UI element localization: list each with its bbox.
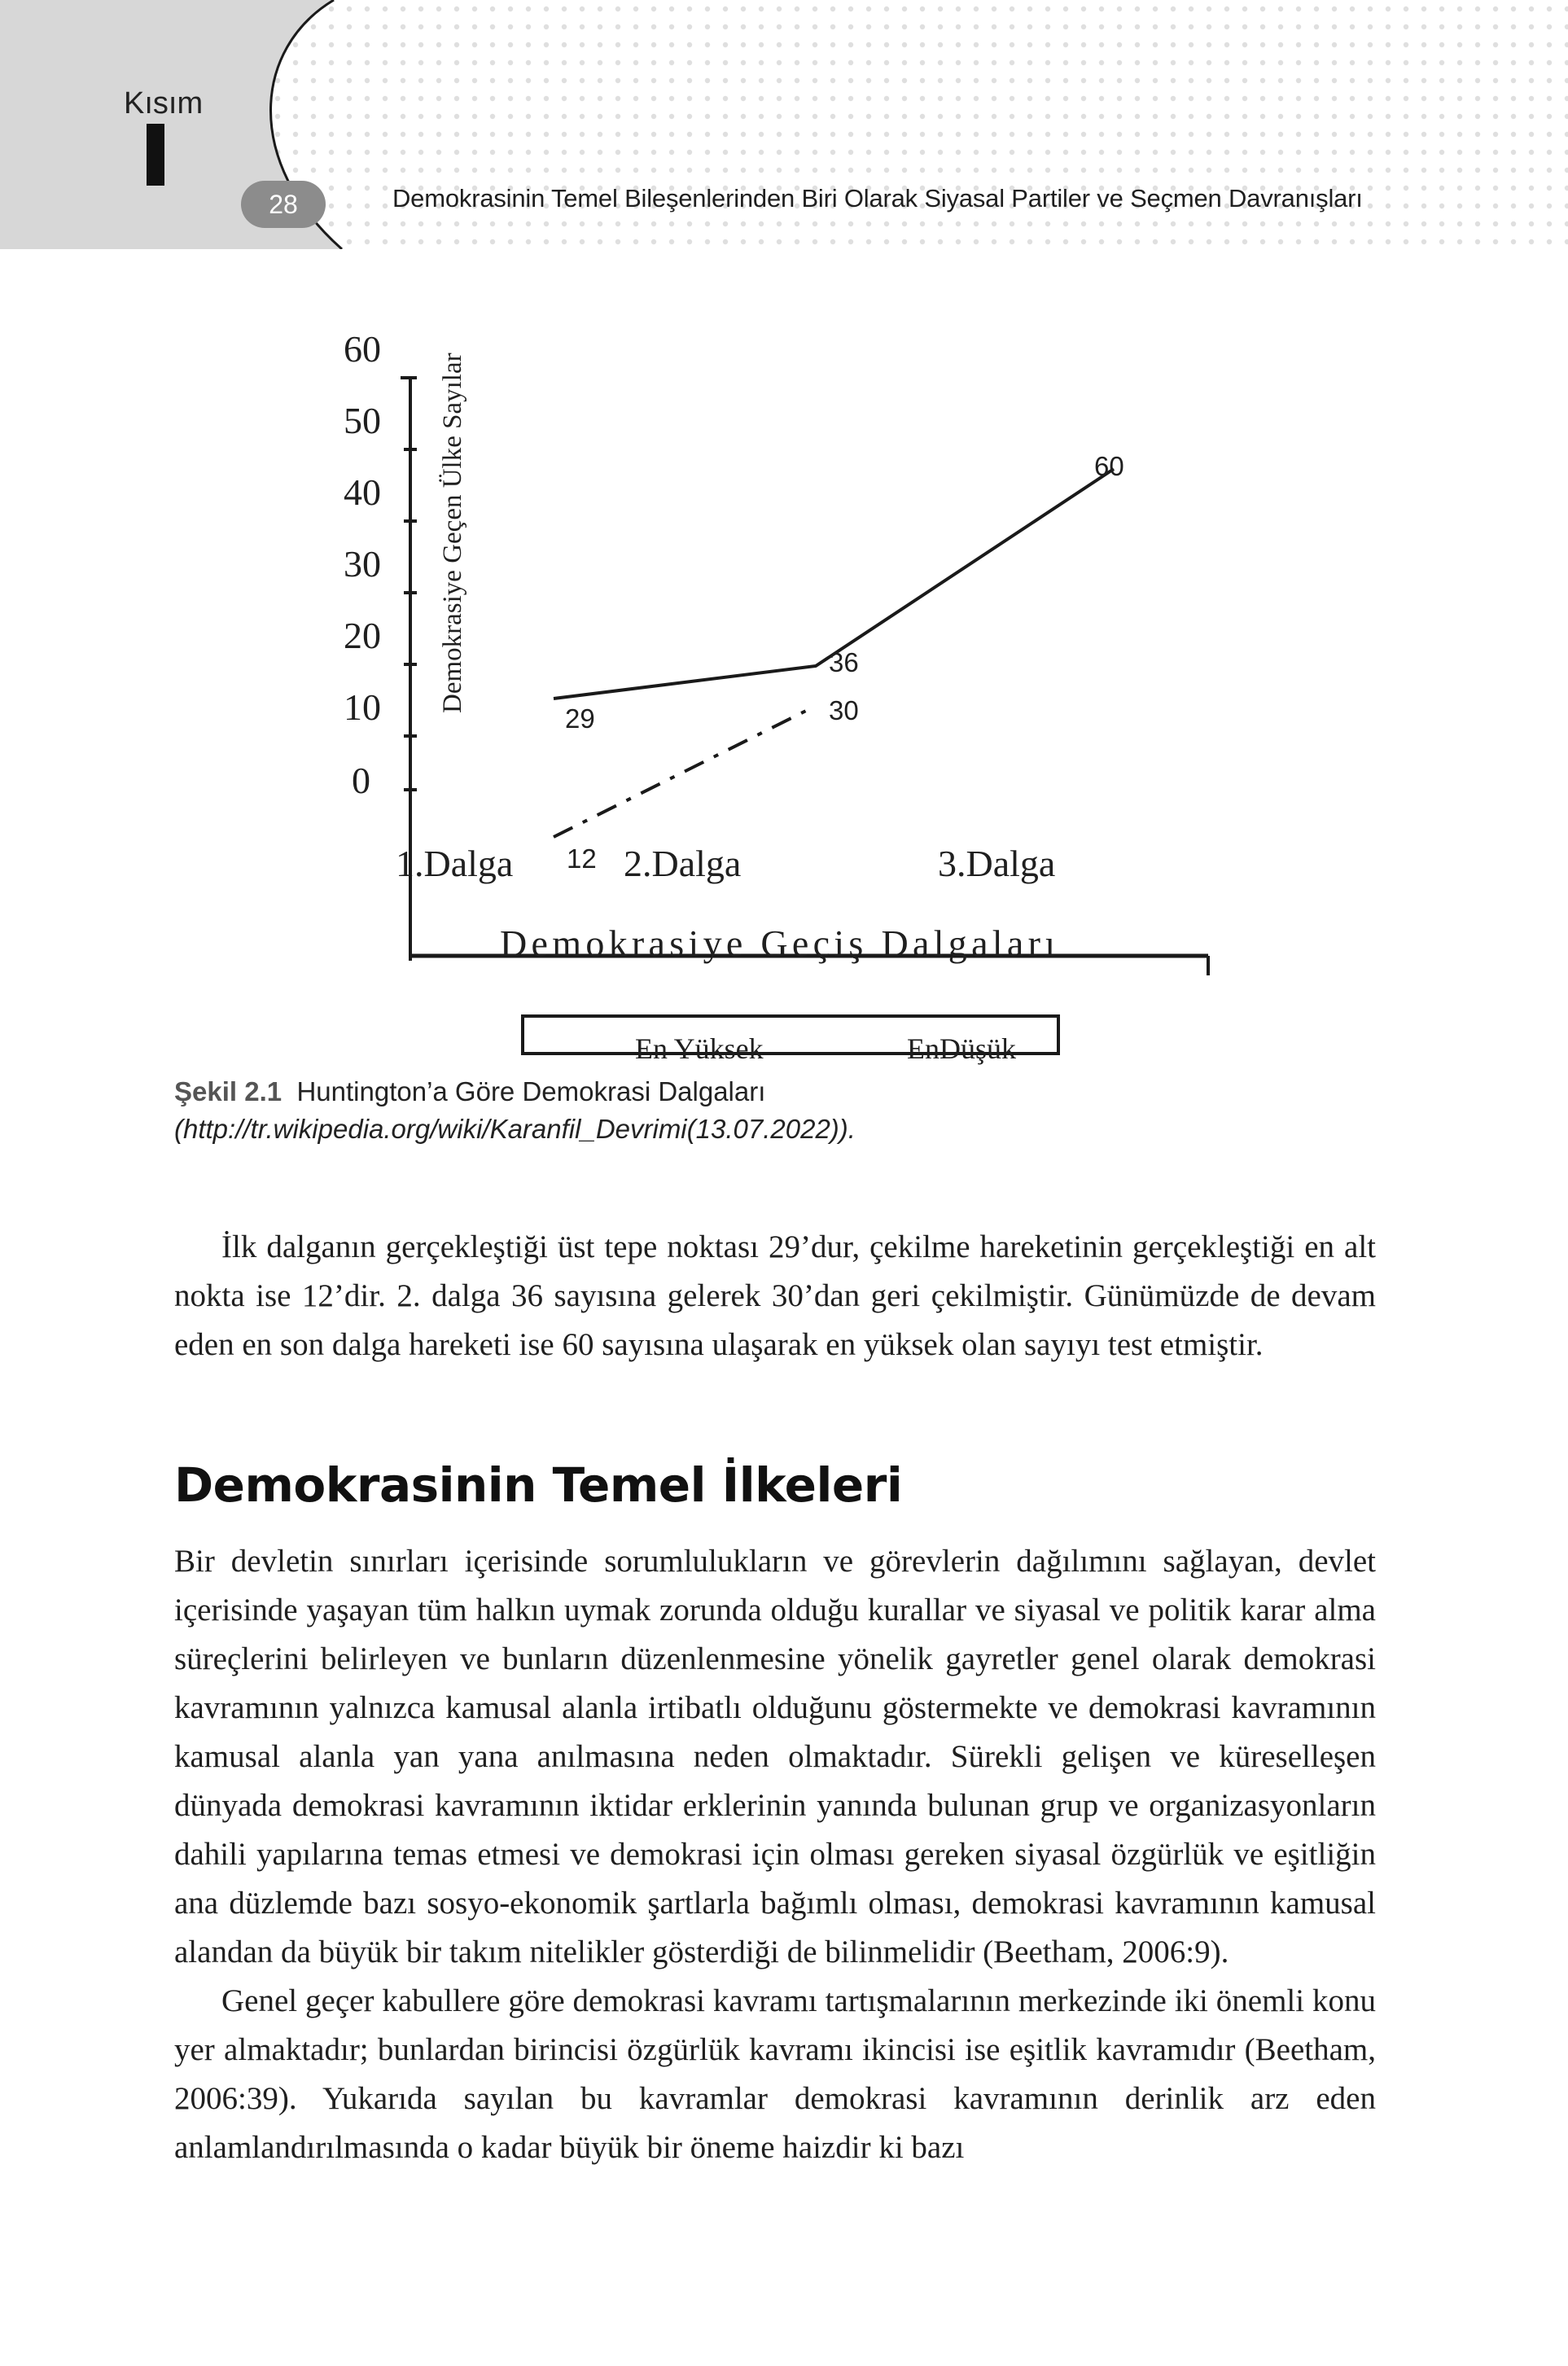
x-axis-label: Demokrasiye Geçiş Dalgaları: [500, 922, 1055, 964]
y-tick-label: 0: [352, 760, 370, 801]
range-box-right-label: EnDüşük: [907, 1032, 1016, 1065]
y-tick-label: 20: [344, 615, 381, 656]
category-label: 1.Dalga: [396, 843, 514, 884]
running-title: Demokrasinin Temel Bileşenlerinden Biri Olarak Siyasal Partiler ve Seçmen Davranışları: [392, 184, 1363, 213]
category-label: 2.Dalga: [624, 843, 742, 884]
y-axis-label: Demokrasiye Geçen Ülke Sayılar: [438, 353, 467, 713]
data-label: 30: [829, 695, 859, 725]
data-label: 29: [565, 703, 595, 734]
part-number: [147, 124, 164, 186]
section-heading: Demokrasinin Temel İlkeleri: [174, 1457, 903, 1513]
caption-source: (http://tr.wikipedia.org/wiki/Karanfil_Devrimi(13.07.2022)).: [174, 1114, 856, 1144]
paragraph: Bir devletin sınırları içerisinde sorumlulukların ve görevlerin dağılımını sağlayan, devlet içerisinde yaşayan tüm halkın uymak zorunda olduğu kurallar ve siyasal ve politik karar alma süreçlerini belirleyen ve bunların düzenlenmesine yönelik gayretler genel olarak demokrasi kavramının yalnızca kamusal alanla irtibatlı olduğunu göstermekte ve demokrasi kavramının kamusal alanla yan yana anılmasına neden olmaktadır. Sürekli gelişen ve küreselleşen dünyada demokrasi kavramının iktidar erklerinin yanında bulunan grup ve organizasyonların dahili yapılarına temas etmesi ve demokrasi için olması gereken siyasal özgürlük ve eşitliğin ana düzlemde bazı sosyo-ekonomik şartlarla bağımlı olması, demokrasi kavramının kamusal alandan da büyük bir takım nitelikler gösterdiği de bilinmelidir (Beetham, 2006:9).: [174, 1544, 1376, 1969]
y-tick-label: 10: [344, 686, 381, 728]
data-label: 12: [567, 843, 597, 874]
body-paragraph-block: [174, 1537, 1376, 2172]
paragraph: Genel geçer kabullere göre demokrasi kavramı tartışmalarının merkezinde iki önemli konu yer almaktadır; bunlardan birincisi özgürlük kavramı ikincisi ise eşitlik kavramıdır (Beetham, 2006:39). Yukarıda sayılan bu kavramlar demokrasi kavramının derinlik arz eden anlamlandırılmasında o kadar büyük bir öneme haizdir ki bazı: [174, 1983, 1376, 2165]
figure-caption: [174, 1073, 856, 1148]
range-box-left-label: En Yüksek: [635, 1032, 764, 1065]
paragraph: İlk dalganın gerçekleştiği üst tepe noktası 29’dur, çekilme hareketinin gerçekleştiği en alt nokta ise 12’dir. 2. dalga 36 sayısına gelerek 30’dan geri çekilmiştir. Günümüzde de devam eden en son dalga hareketi ise 60 sayısına ulaşarak en yüksek olan sayıyı test etmiştir.: [174, 1229, 1376, 1362]
y-tick-label: 50: [344, 400, 381, 441]
data-label: 36: [829, 647, 859, 677]
category-label: 3.Dalga: [938, 843, 1056, 884]
y-tick-label: 60: [344, 328, 381, 370]
wave-chart: [0, 309, 1568, 1067]
caption-label: Şekil 2.1: [174, 1076, 283, 1106]
caption-title: Huntington’a Göre Demokrasi Dalgaları: [296, 1076, 766, 1106]
part-label: Kısım: [124, 86, 204, 120]
page-number: 28: [241, 181, 326, 228]
y-tick-label: 30: [344, 543, 381, 585]
data-label: 60: [1094, 451, 1124, 481]
body-paragraph-block: [174, 1223, 1376, 1369]
y-tick-label: 40: [344, 471, 381, 513]
